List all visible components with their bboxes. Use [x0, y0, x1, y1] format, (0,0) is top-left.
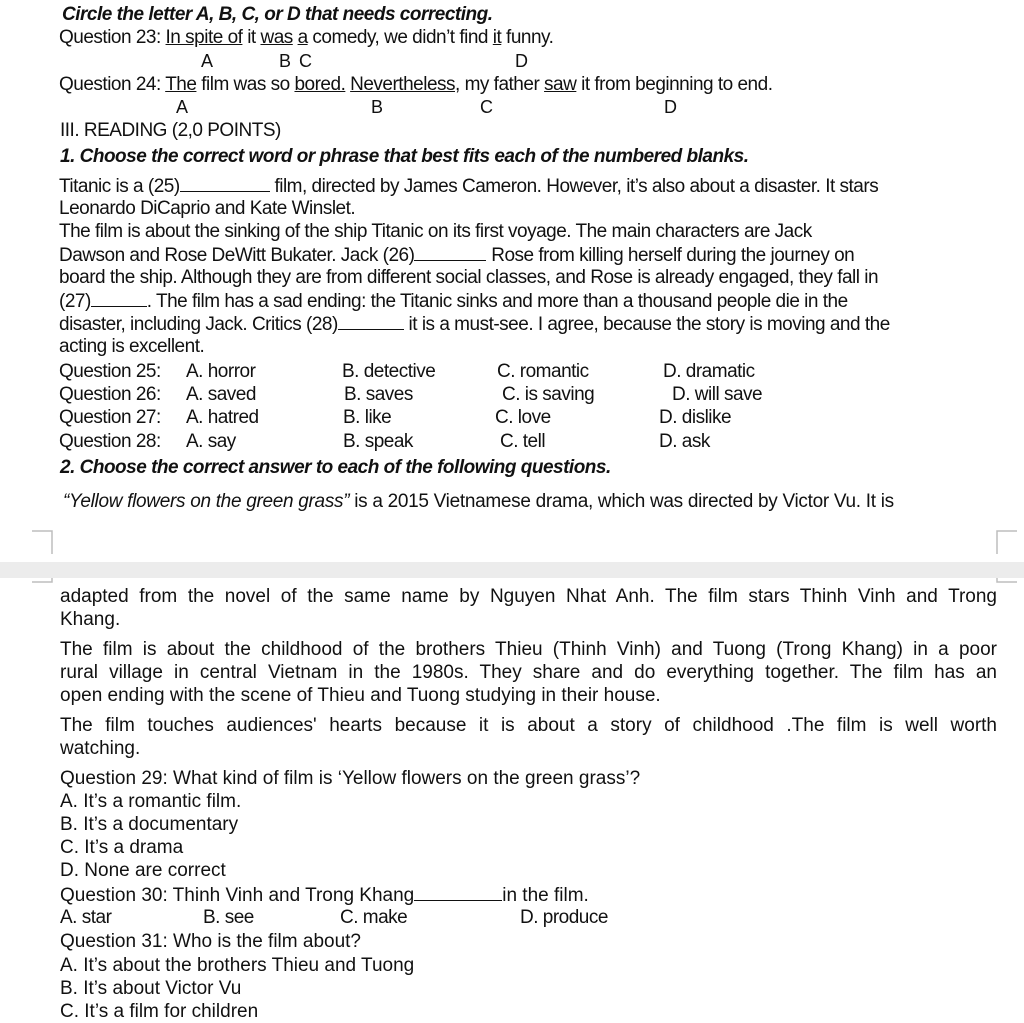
q31-option-b[interactable]: B. It’s about Victor Vu	[60, 978, 242, 999]
passage-1-line-2: Leonardo DiCaprio and Kate Winslet.	[59, 198, 356, 219]
question-31: Question 31: Who is the film about?	[60, 931, 361, 952]
q30-option-a[interactable]: A. star	[60, 907, 112, 928]
mcq-option-b[interactable]: B. speak	[343, 431, 413, 452]
task-2-heading: 2. Choose the correct answer to each of the following questions.	[60, 457, 611, 478]
passage-1-line-4: Dawson and Rose DeWitt Bukater. Jack (26) Rose from killing herself during the journey on	[59, 245, 855, 266]
passage-1-line-6: (27) . The film has a sad ending: the Titanic sinks and more than a thousand people die in the	[59, 291, 848, 312]
task-1-heading: 1. Choose the correct word or phrase that best fits each of the numbered blanks.	[60, 146, 749, 167]
passage-2-line-1: “Yellow flowers on the green grass” is a 2015 Vietnamese drama, which was directed by Victor Vu. It is	[63, 491, 894, 512]
mcq-option-d[interactable]: D. dramatic	[663, 361, 755, 382]
q23-letter-d[interactable]: D	[515, 51, 528, 71]
blank-26[interactable]	[414, 244, 486, 261]
q24-part-a[interactable]: The	[165, 74, 197, 95]
q24-letter-a[interactable]: A	[176, 97, 189, 117]
passage-1-line-5: board the ship. Although they are from different social classes, and Rose is already engaged, they fall in	[59, 267, 879, 288]
passage-2-line-5: rural village in central Vietnam in the 1980s. They share and do everything together. The film has an	[60, 662, 997, 683]
q23-part-b[interactable]: was	[260, 27, 293, 48]
q31-option-a[interactable]: A. It’s about the brothers Thieu and Tuong	[60, 955, 415, 976]
question-24: Question 24: The film was so bored. Nevertheless, my father saw it from beginning to end.	[59, 74, 773, 95]
mcq-option-b[interactable]: B. like	[343, 407, 392, 428]
worksheet-page-2	[0, 578, 1024, 1022]
page-gap	[0, 562, 1024, 578]
q29-option-c[interactable]: C. It’s a drama	[60, 837, 184, 858]
q23-part-c[interactable]: a	[297, 27, 308, 48]
q29-option-b[interactable]: B. It’s a documentary	[60, 814, 239, 835]
page-corner-mark	[995, 578, 1017, 602]
mcq-option-d[interactable]: D. ask	[659, 431, 710, 452]
q30-option-d[interactable]: D. produce	[520, 907, 608, 928]
page-corner-mark	[995, 530, 1017, 554]
question-30: Question 30: Thinh Vinh and Trong Khang in the film.	[60, 885, 589, 906]
page-corner-mark	[32, 530, 54, 554]
question-23: Question 23: In spite of it was a comedy, we didn’t find it funny.	[59, 27, 554, 48]
passage-2-line-8: watching.	[60, 738, 141, 759]
q23-letter-a[interactable]: A	[201, 51, 214, 71]
q31-option-c[interactable]: C. It’s a film for children	[60, 1001, 259, 1022]
passage-1-line-8: acting is excellent.	[59, 336, 205, 357]
mcq-question-label: Question 25:	[59, 361, 161, 382]
mcq-option-a[interactable]: A. saved	[186, 384, 256, 405]
mcq-option-d[interactable]: D. dislike	[659, 407, 732, 428]
mcq-option-c[interactable]: C. is saving	[502, 384, 595, 405]
q24-letter-b[interactable]: B	[371, 97, 384, 117]
question-29: Question 29: What kind of film is ‘Yellow flowers on the green grass’?	[60, 768, 641, 789]
blank-28[interactable]	[338, 313, 404, 330]
passage-2-line-6: open ending with the scene of Thieu and Tuong studying in their house.	[60, 685, 661, 706]
q24-part-c[interactable]: Nevertheless,	[350, 74, 460, 95]
passage-2-line-7: The film touches audiences' hearts because it is about a story of childhood .The film is well worth	[60, 715, 997, 736]
blank-27[interactable]	[91, 290, 147, 307]
q30-option-c[interactable]: C. make	[340, 907, 408, 928]
q24-letter-c[interactable]: C	[480, 97, 493, 117]
mcq-option-a[interactable]: A. say	[186, 431, 236, 452]
q23-letter-c[interactable]: C	[299, 51, 312, 71]
passage-1-line-1: Titanic is a (25) film, directed by James Cameron. However, it’s also about a disaster. It stars	[59, 176, 879, 197]
mcq-question-label: Question 28:	[59, 431, 161, 452]
q23-part-d[interactable]: it	[492, 27, 502, 48]
mcq-option-c[interactable]: C. love	[495, 407, 551, 428]
mcq-option-b[interactable]: B. saves	[344, 384, 413, 405]
mcq-option-a[interactable]: A. horror	[186, 361, 256, 382]
blank-25[interactable]	[180, 175, 270, 192]
passage-1-line-3: The film is about the sinking of the ship Titanic on its first voyage. The main characters are Jack	[59, 221, 812, 242]
mcq-option-d[interactable]: D. will save	[672, 384, 763, 405]
passage-1-line-7: disaster, including Jack. Critics (28) it is a must-see. I agree, because the story is moving and the	[59, 314, 890, 335]
reading-heading: III. READING (2,0 POINTS)	[60, 120, 281, 141]
mcq-question-label: Question 27:	[59, 407, 161, 428]
q24-part-b[interactable]: bored.	[294, 74, 346, 95]
mcq-option-a[interactable]: A. hatred	[186, 407, 259, 428]
mcq-option-c[interactable]: C. tell	[500, 431, 546, 452]
q29-option-a[interactable]: A. It’s a romantic film.	[60, 791, 242, 812]
q24-part-d[interactable]: saw	[544, 74, 577, 95]
mcq-option-b[interactable]: B. detective	[342, 361, 436, 382]
q24-letter-d[interactable]: D	[664, 97, 677, 117]
mcq-option-c[interactable]: C. romantic	[497, 361, 589, 382]
passage-2-line-3: Khang.	[60, 609, 121, 630]
blank-30[interactable]	[414, 884, 502, 901]
passage-2-line-4: The film is about the childhood of the brothers Thieu (Thinh Vinh) and Tuong (Trong Khang) in a poor	[60, 639, 997, 660]
q23-part-a[interactable]: In spite of	[165, 27, 243, 48]
mcq-question-label: Question 26:	[59, 384, 161, 405]
q30-option-b[interactable]: B. see	[203, 907, 254, 928]
q29-option-d[interactable]: D. None are correct	[60, 860, 226, 881]
instruction-heading: Circle the letter A, B, C, or D that needs correcting.	[62, 4, 493, 25]
passage-2-line-2: adapted from the novel of the same name by Nguyen Nhat Anh. The film stars Thinh Vinh and Trong	[60, 586, 997, 607]
page-corner-mark	[32, 578, 54, 602]
q23-letter-b[interactable]: B	[279, 51, 292, 71]
